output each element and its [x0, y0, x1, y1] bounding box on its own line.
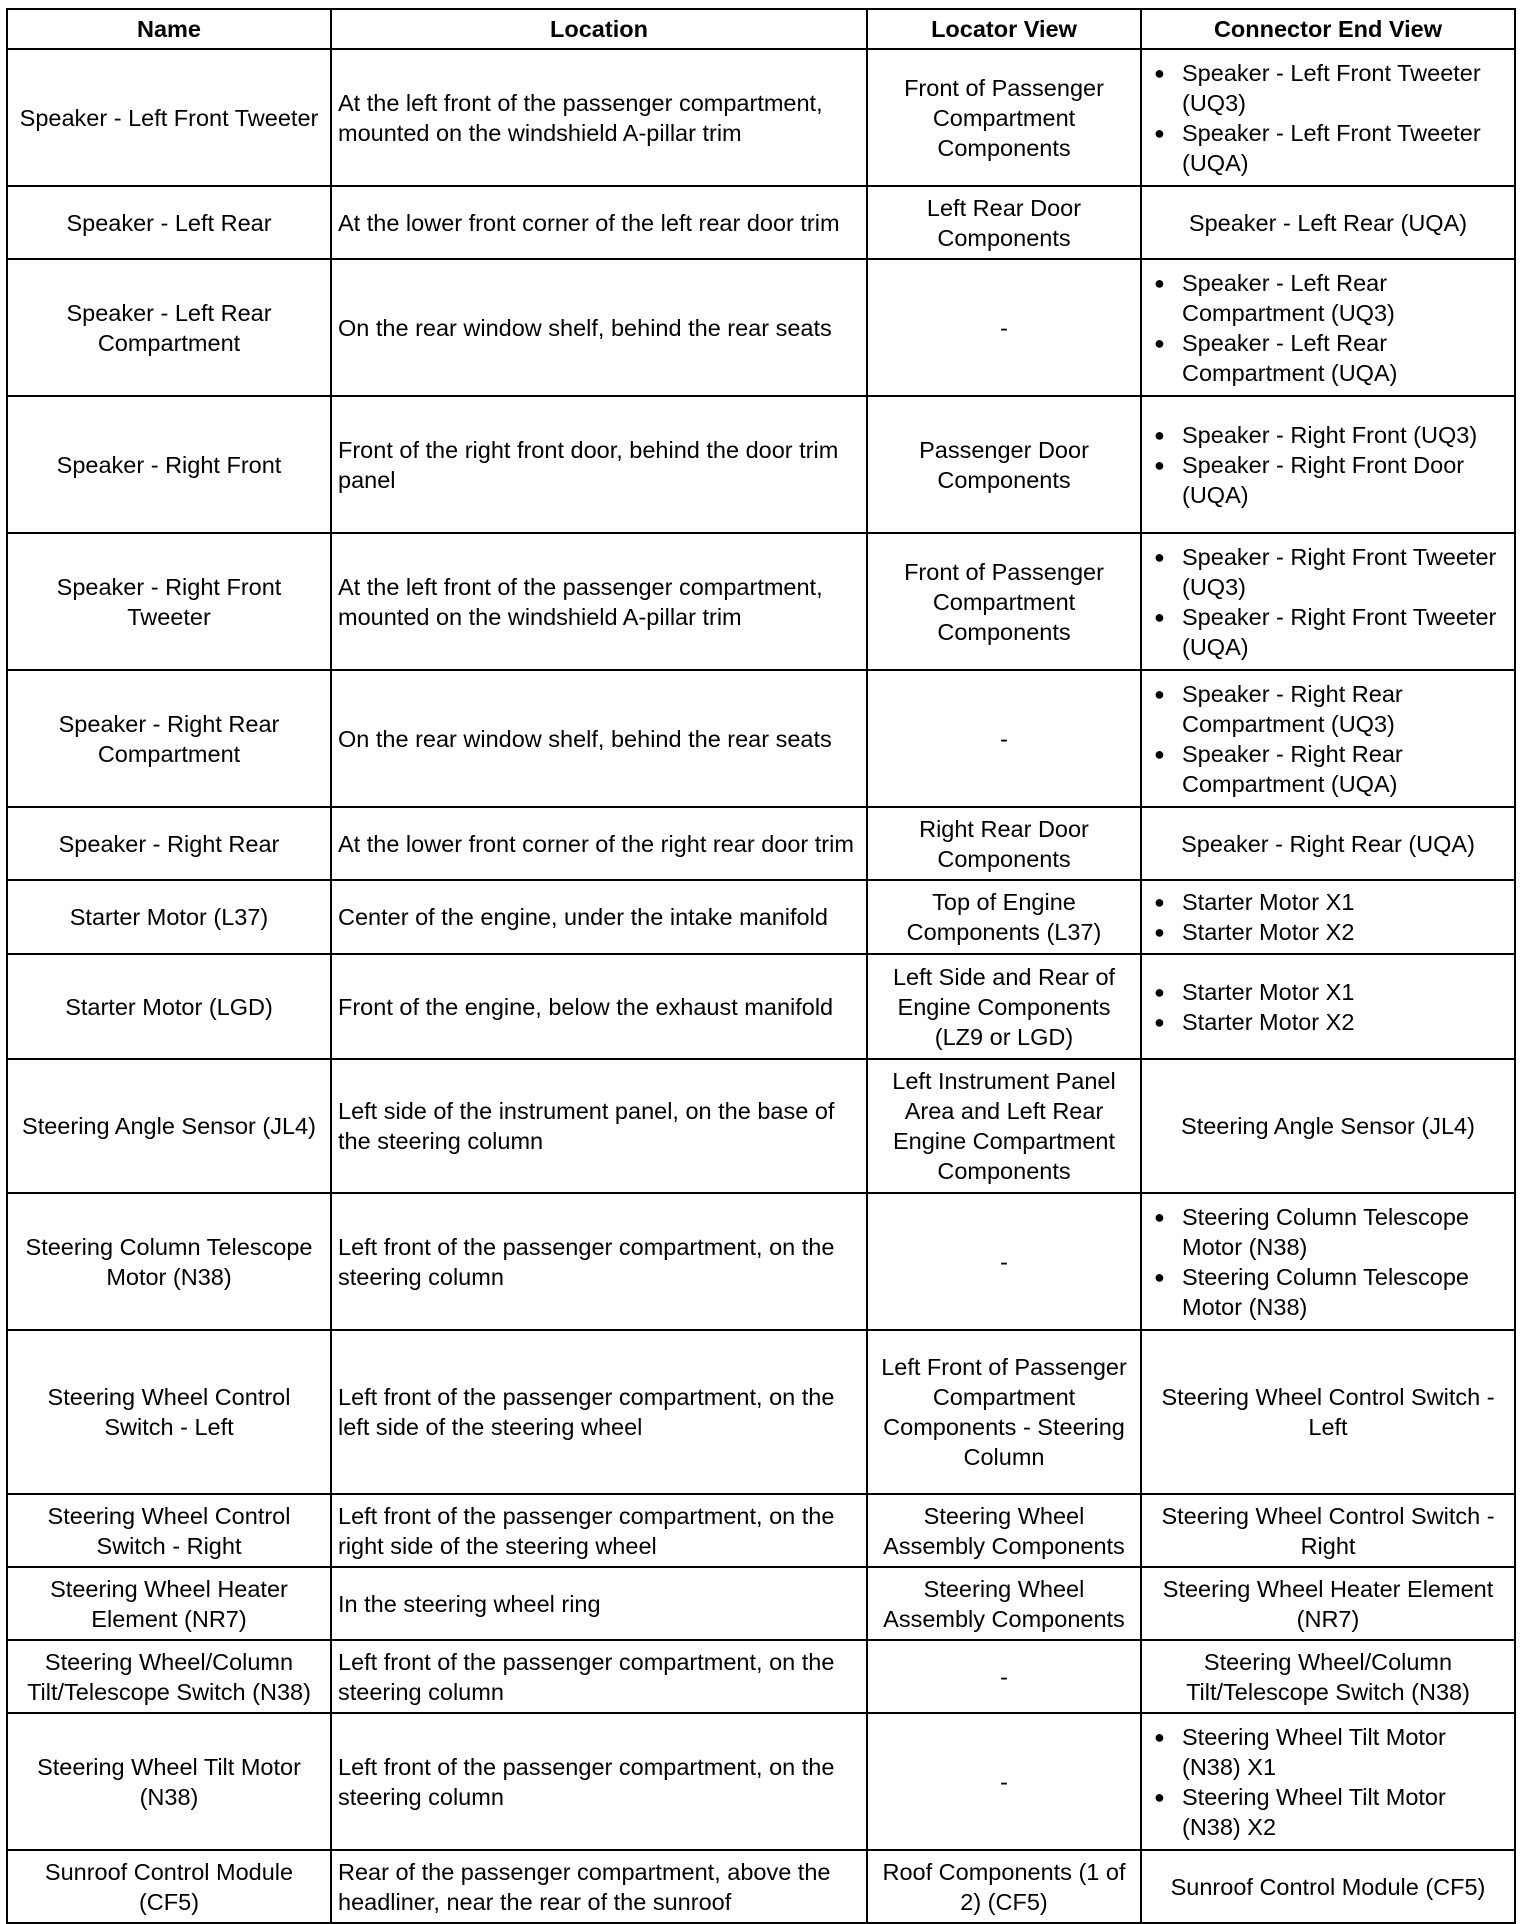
component-name-cell: Steering Wheel Tilt Motor (N38)	[7, 1713, 331, 1850]
connector-list-item: ● Speaker - Left Front Tweeter (UQA)	[1148, 118, 1508, 178]
connector-list-item: ● Speaker - Left Rear Compartment (UQA)	[1148, 328, 1508, 388]
location-cell: At the left front of the passenger compartment, mounted on the windshield A-pillar trim	[331, 533, 867, 670]
component-name-cell: Steering Wheel Control Switch - Right	[7, 1494, 331, 1567]
connector-list	[1148, 679, 1508, 799]
locator-view-cell: Front of Passenger Compartment Components	[867, 533, 1141, 670]
connector-list-item: ● Speaker - Right Rear Compartment (UQ3)	[1148, 679, 1508, 739]
connector-list-item: ● Speaker - Right Front Door (UQA)	[1148, 450, 1508, 510]
connector-end-view-cell: Steering Wheel Control Switch - Left	[1141, 1330, 1515, 1494]
table-row	[7, 533, 1515, 670]
connector-end-view-cell	[1141, 1193, 1515, 1330]
table-row	[7, 49, 1515, 186]
locator-view-cell: Passenger Door Components	[867, 396, 1141, 533]
table-row	[7, 1330, 1515, 1494]
table-body	[7, 49, 1515, 1923]
table-row	[7, 807, 1515, 880]
table-row	[7, 1640, 1515, 1713]
connector-end-view-cell: Steering Wheel/Column Tilt/Telescope Switch (N38)	[1141, 1640, 1515, 1713]
locator-view-cell: Left Front of Passenger Compartment Components - Steering Column	[867, 1330, 1141, 1494]
component-name-cell: Steering Wheel Heater Element (NR7)	[7, 1567, 331, 1640]
component-name-cell: Sunroof Control Module (CF5)	[7, 1850, 331, 1923]
header-location: Location	[331, 9, 867, 49]
connector-end-view-cell	[1141, 533, 1515, 670]
connector-list	[1148, 977, 1508, 1037]
connector-list-item: ● Starter Motor X2	[1148, 1007, 1508, 1037]
connector-list-item: ● Speaker - Right Rear Compartment (UQA)	[1148, 739, 1508, 799]
table-row	[7, 1567, 1515, 1640]
component-name-cell: Speaker - Right Front	[7, 396, 331, 533]
locator-view-cell: -	[867, 1640, 1141, 1713]
connector-end-view-cell: Steering Wheel Heater Element (NR7)	[1141, 1567, 1515, 1640]
connector-list	[1148, 887, 1508, 947]
connector-end-view-cell	[1141, 49, 1515, 186]
connector-list-item: ● Starter Motor X1	[1148, 887, 1508, 917]
connector-list	[1148, 58, 1508, 178]
connector-list	[1148, 542, 1508, 662]
connector-list-item: ● Speaker - Right Front Tweeter (UQ3)	[1148, 542, 1508, 602]
locator-view-cell: -	[867, 1193, 1141, 1330]
component-name-cell: Speaker - Right Rear	[7, 807, 331, 880]
locator-view-cell: Left Instrument Panel Area and Left Rear Engine Compartment Components	[867, 1059, 1141, 1193]
locator-view-cell: -	[867, 670, 1141, 807]
location-cell: At the lower front corner of the right rear door trim	[331, 807, 867, 880]
component-name-cell: Speaker - Right Rear Compartment	[7, 670, 331, 807]
table-row	[7, 396, 1515, 533]
component-name-cell: Steering Column Telescope Motor (N38)	[7, 1193, 331, 1330]
component-name-cell: Speaker - Right Front Tweeter	[7, 533, 331, 670]
table-row	[7, 259, 1515, 396]
locator-view-cell: Front of Passenger Compartment Components	[867, 49, 1141, 186]
connector-list-item: ● Starter Motor X1	[1148, 977, 1508, 1007]
connector-end-view-cell	[1141, 670, 1515, 807]
header-locator-view: Locator View	[867, 9, 1141, 49]
location-cell: Center of the engine, under the intake manifold	[331, 880, 867, 954]
header-connector-end-view: Connector End View	[1141, 9, 1515, 49]
connector-list-item: ● Steering Column Telescope Motor (N38)	[1148, 1202, 1508, 1262]
location-cell: Left front of the passenger compartment, on the left side of the steering wheel	[331, 1330, 867, 1494]
connector-list	[1148, 268, 1508, 388]
connector-list	[1148, 1202, 1508, 1322]
locator-view-cell: -	[867, 259, 1141, 396]
connector-list-item: ● Speaker - Left Rear Compartment (UQ3)	[1148, 268, 1508, 328]
connector-list-item: ● Steering Column Telescope Motor (N38)	[1148, 1262, 1508, 1322]
component-name-cell: Speaker - Left Rear Compartment	[7, 259, 331, 396]
location-cell: Left front of the passenger compartment, on the steering column	[331, 1193, 867, 1330]
connector-list-item: ● Speaker - Right Front Tweeter (UQA)	[1148, 602, 1508, 662]
table-row	[7, 186, 1515, 259]
component-name-cell: Steering Angle Sensor (JL4)	[7, 1059, 331, 1193]
connector-end-view-cell	[1141, 396, 1515, 533]
connector-end-view-cell: Sunroof Control Module (CF5)	[1141, 1850, 1515, 1923]
connector-end-view-cell: Steering Wheel Control Switch - Right	[1141, 1494, 1515, 1567]
header-row	[7, 9, 1515, 49]
connector-list-item: ● Speaker - Right Front (UQ3)	[1148, 420, 1508, 450]
locator-view-cell: Left Side and Rear of Engine Components (LZ9 or LGD)	[867, 954, 1141, 1059]
connector-list	[1148, 420, 1508, 510]
table-row	[7, 670, 1515, 807]
component-name-cell: Starter Motor (LGD)	[7, 954, 331, 1059]
table-row	[7, 954, 1515, 1059]
connector-list-item: ● Speaker - Left Front Tweeter (UQ3)	[1148, 58, 1508, 118]
location-cell: Left front of the passenger compartment, on the steering column	[331, 1640, 867, 1713]
location-cell: Rear of the passenger compartment, above the headliner, near the rear of the sunroof	[331, 1850, 867, 1923]
location-cell: Left front of the passenger compartment, on the right side of the steering wheel	[331, 1494, 867, 1567]
location-cell: Front of the right front door, behind the door trim panel	[331, 396, 867, 533]
component-name-cell: Speaker - Left Rear	[7, 186, 331, 259]
header-name: Name	[7, 9, 331, 49]
locator-view-cell: Roof Components (1 of 2) (CF5)	[867, 1850, 1141, 1923]
connector-end-view-cell: Speaker - Left Rear (UQA)	[1141, 186, 1515, 259]
locator-view-cell: Steering Wheel Assembly Components	[867, 1567, 1141, 1640]
connector-end-view-cell	[1141, 880, 1515, 954]
component-name-cell: Starter Motor (L37)	[7, 880, 331, 954]
locator-view-cell: Right Rear Door Components	[867, 807, 1141, 880]
location-cell: On the rear window shelf, behind the rear seats	[331, 259, 867, 396]
locator-view-cell: Top of Engine Components (L37)	[867, 880, 1141, 954]
component-name-cell: Steering Wheel Control Switch - Left	[7, 1330, 331, 1494]
connector-end-view-cell: Steering Angle Sensor (JL4)	[1141, 1059, 1515, 1193]
connector-end-view-cell	[1141, 1713, 1515, 1850]
component-name-cell: Steering Wheel/Column Tilt/Telescope Switch (N38)	[7, 1640, 331, 1713]
connector-end-view-cell: Speaker - Right Rear (UQA)	[1141, 807, 1515, 880]
location-cell: Front of the engine, below the exhaust manifold	[331, 954, 867, 1059]
component-name-cell: Speaker - Left Front Tweeter	[7, 49, 331, 186]
location-cell: At the lower front corner of the left rear door trim	[331, 186, 867, 259]
locator-view-cell: Left Rear Door Components	[867, 186, 1141, 259]
locator-view-cell: Steering Wheel Assembly Components	[867, 1494, 1141, 1567]
table-row	[7, 1059, 1515, 1193]
connector-end-view-cell	[1141, 954, 1515, 1059]
location-cell: Left front of the passenger compartment, on the steering column	[331, 1713, 867, 1850]
table-row	[7, 1713, 1515, 1850]
connector-list	[1148, 1722, 1508, 1842]
locator-view-cell: -	[867, 1713, 1141, 1850]
location-cell: On the rear window shelf, behind the rear seats	[331, 670, 867, 807]
location-cell: In the steering wheel ring	[331, 1567, 867, 1640]
connector-end-view-cell	[1141, 259, 1515, 396]
connector-list-item: ● Starter Motor X2	[1148, 917, 1508, 947]
connector-list-item: ● Steering Wheel Tilt Motor (N38) X1	[1148, 1722, 1508, 1782]
location-cell: At the left front of the passenger compartment, mounted on the windshield A-pillar trim	[331, 49, 867, 186]
component-locator-table	[6, 8, 1516, 1924]
table-row	[7, 1193, 1515, 1330]
table-row	[7, 1850, 1515, 1923]
table-row	[7, 880, 1515, 954]
connector-list-item: ● Steering Wheel Tilt Motor (N38) X2	[1148, 1782, 1508, 1842]
table-row	[7, 1494, 1515, 1567]
location-cell: Left side of the instrument panel, on the base of the steering column	[331, 1059, 867, 1193]
